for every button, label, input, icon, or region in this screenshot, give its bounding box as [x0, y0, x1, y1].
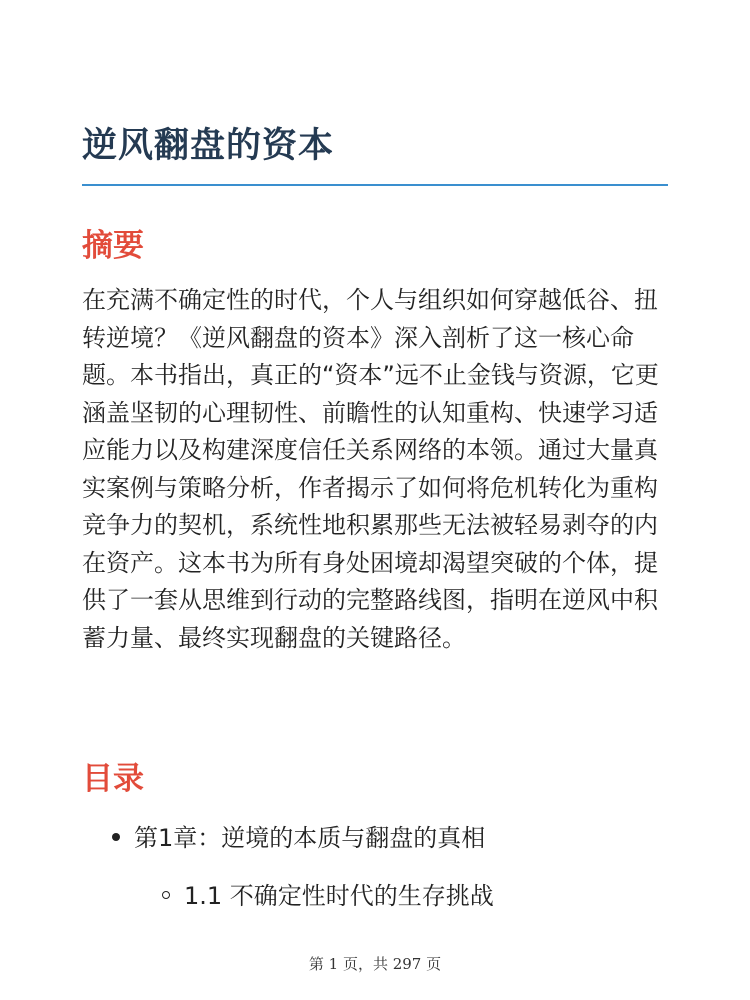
document-title: 逆风翻盘的资本 — [82, 126, 335, 166]
bullet-dot-icon — [112, 833, 120, 841]
toc-section-1-1[interactable] — [162, 876, 494, 911]
toc-heading: 目录 — [82, 761, 144, 797]
abstract-heading: 摘要 — [82, 228, 144, 264]
bullet-circle-icon — [162, 891, 170, 899]
page-footer: 第 1 页，共 297 页 — [308, 955, 442, 973]
toc-chapter-1[interactable] — [112, 818, 485, 853]
title-divider — [82, 184, 668, 186]
toc-section-1-1-label: 1.1 不确定性时代的生存挑战 — [184, 882, 494, 910]
toc-chapter-1-label: 第1章：逆境的本质与翻盘的真相 — [134, 824, 486, 852]
abstract-paragraph: 在充满不确定性的时代，个人与组织如何穿越低谷、扭转逆境？《逆风翻盘的资本》深入剖析了这一核心命题。本书指出，真正的“资本”远不止金钱与资源，它更涵盖坚韧的心理韧性、前瞻性的认知重构、快速学习适应能力以及构建深度信任关系网络的本领。通过大量真实案例与策略分析，作者揭示了如何将危机转化为重构竞争力的契机，系统性地积累那些无法被轻易剥夺的内在资产。这本书为所有身处困境却渴望突破的个体，提供了一套从思维到行动的完整路线图，指明在逆风中积蓄力量、最终实现翻盘的关键路径。 — [82, 286, 659, 652]
